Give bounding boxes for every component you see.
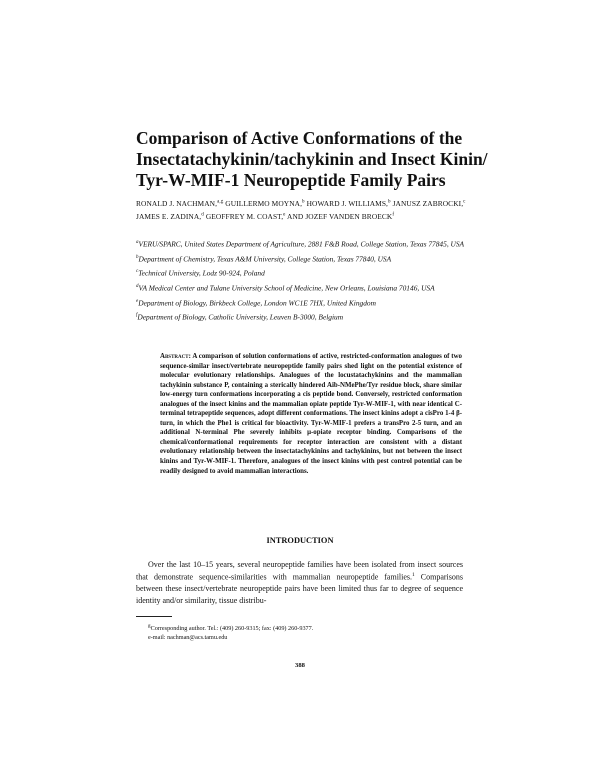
author-affiliation-marker: a,g: [217, 200, 224, 205]
footnote-marker: g: [148, 623, 151, 629]
affiliation-text: VERU/SPARC, United States Department of Agriculture, 2881 F&B Road, College Station, Texas 77845, USA: [138, 239, 465, 249]
affiliation-item: [136, 311, 496, 323]
footnote-contact: Corresponding author. Tel.: (409) 260-9315; fax: (409) 260-9377.: [150, 625, 314, 633]
introduction-paragraph: [136, 559, 463, 606]
footnote: [148, 622, 448, 642]
affiliation-list: [136, 238, 496, 326]
author-name: JAMES E. ZADINA,: [136, 211, 202, 221]
affiliation-text: Department of Chemistry, Texas A&M University, College Station, Texas 77840, USA: [138, 254, 392, 264]
author-item: [305, 212, 394, 221]
author-item: [307, 199, 393, 208]
author-item: [225, 199, 306, 208]
affiliation-text: Department of Biology, Catholic University, Leuven B-3000, Belgium: [137, 312, 344, 322]
author-separator: AND: [285, 211, 306, 221]
footnote-divider: [136, 616, 172, 617]
author-item: [136, 212, 206, 221]
author-name: RONALD J. NACHMAN,: [136, 199, 218, 209]
affiliation-item: [136, 238, 496, 250]
abstract-label: Abstract:: [160, 353, 191, 360]
abstract-text: A comparison of solution conformations of active, restricted-conformation analogues of two sequence-similar insect/vertebrate neuropeptide family pairs shed light on the potential existence of molecular evolutionary relationships. Analogues of the locustatachykinins and the mammalian tachykinin substance P, containing a sterically hindered Aib-NMePhe/Tyr residue block, share similar low-energy turn conformations incorporating a cis peptide bond. Conversely, restricted conformation analogues of the insect kinins and the mammalian opiate peptide Tyr-W-MIF-1, with near identical C-terminal tetrapeptide sequences, adopt different conformations. The insect kinins adopt a cisPro 1-4 β-turn, in which the Phe1 is critical for bioactivity. Tyr-W-MIF-1 prefers a transPro 2-5 turn, and an additional N-terminal Phe severely inhibits μ-opiate receptor binding. Comparisons of the chemical/conformational requirements for receptor interaction are consistent with a distant evolutionary relationship between the insectatachykinins and tachykinins, but not between the insect kinins and Tyr-W-MIF-1. Therefore, analogues of the insect kinins with pest control potential can be readily designed to avoid mammalian interactions.: [160, 353, 462, 475]
author-affiliation-marker: b: [302, 200, 305, 205]
affiliation-text: Department of Biology, Birkbeck College, London WC1E 7HX, United Kingdom: [138, 298, 376, 308]
affiliation-marker: c: [136, 269, 139, 275]
introduction-heading: INTRODUCTION: [266, 536, 334, 545]
introduction-text-start: Over the last 10–15 years, several neuropeptide families have been isolated from insect sources that demonstrate sequence-similarities with mammalian neuropeptide families.: [136, 560, 463, 583]
affiliation-marker: d: [136, 283, 139, 289]
author-affiliation-marker: c: [463, 200, 466, 205]
affiliation-item: [136, 282, 496, 294]
reference-marker: 1: [412, 572, 415, 579]
author-name: JANUSZ ZABROCKI,: [392, 199, 464, 209]
affiliation-text: VA Medical Center and Tulane University School of Medicine, New Orleans, Louisiana 70146, USA: [138, 283, 435, 293]
affiliation-text: Technical University, Lodz 90-924, Poland: [138, 268, 265, 278]
author-list: [136, 197, 476, 222]
affiliation-item: [136, 253, 496, 265]
page-number: 388: [295, 662, 305, 669]
footnote-email: e-mail: nachman@acs.tamu.edu: [148, 634, 228, 642]
author-item: [206, 212, 306, 221]
affiliation-marker: a: [136, 240, 139, 245]
abstract: [160, 352, 462, 476]
introduction-text-end: Comparisons between these insect/vertebrate neuropeptide pairs have been limited thus far to degree of sequence identity and/or similarity, tissue distribu-: [136, 573, 463, 605]
author-name: HOWARD J. WILLIAMS,: [306, 199, 389, 209]
affiliation-marker: f: [136, 313, 138, 319]
author-name: JOZEF VANDEN BROECK: [305, 211, 393, 221]
author-affiliation-marker: f: [392, 212, 395, 218]
author-affiliation-marker: d: [201, 212, 204, 218]
author-name: GEOFFREY M. COAST,: [205, 211, 284, 221]
author-affiliation-marker: b: [388, 200, 391, 205]
affiliation-item: [136, 297, 496, 309]
author-affiliation-marker: e: [283, 212, 286, 218]
affiliation-item: [136, 267, 496, 279]
affiliation-marker: e: [136, 298, 139, 304]
paper-title: Comparison of Active Conformations of the Insectatachykinin/tachykinin and Insect Kinin/ Tyr-W-MIF-1 Neuropeptide Family Pairs: [136, 128, 488, 190]
author-name: GUILLERMO MOYNA,: [225, 199, 303, 209]
author-item: [136, 199, 225, 208]
affiliation-marker: b: [136, 254, 139, 260]
footnote-line-contact: [148, 622, 448, 633]
author-item: [393, 199, 466, 208]
